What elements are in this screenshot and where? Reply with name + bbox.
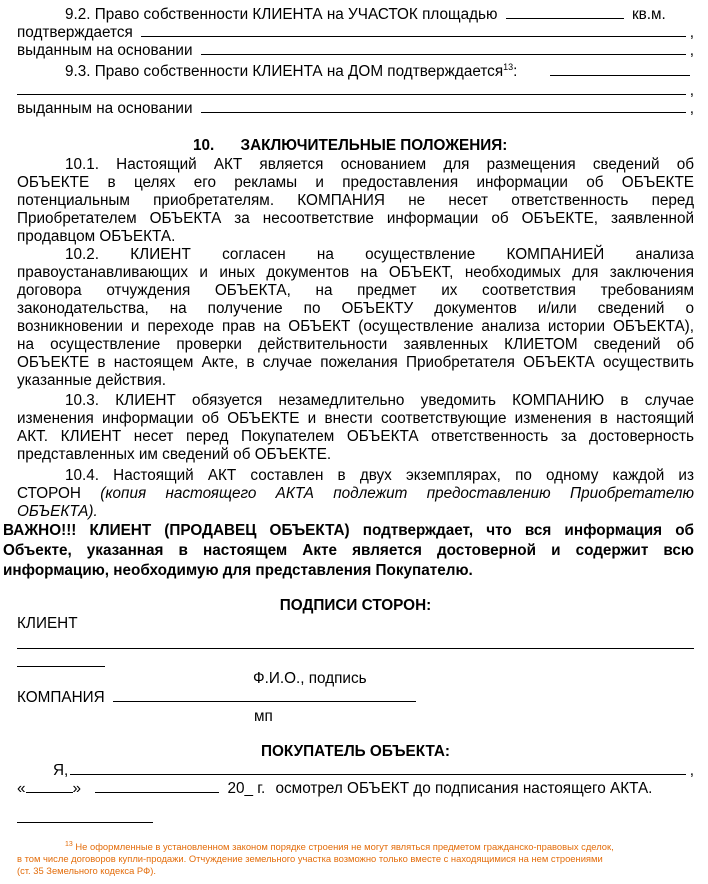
clause-9-3-text: 9.3. Право собственности КЛИЕНТА на ДОМ подтверждается — [65, 63, 504, 80]
clause-10-2-line: 10.2. КЛИЕНТ согласен на осуществление КОМПАНИЕЙ анализа — [65, 246, 694, 263]
footnote-number: 13 — [65, 840, 73, 848]
clause-10-4-italic: (копия настоящего АКТА подлежит предоставлению Приобретателю — [100, 485, 695, 502]
quote-close: » — [72, 780, 82, 797]
footnote-text: Не оформленные в установленном законом порядке строения не могут являться предметом гражданско-правовых сделок, — [75, 841, 614, 852]
clause-10-1-line: продавцом ОБЪЕКТА. — [17, 228, 176, 245]
stamp-caption: мп — [254, 708, 273, 725]
area-unit: кв.м. — [631, 6, 666, 23]
buyer-title: ПОКУПАТЕЛЬ ОБЪЕКТА: — [261, 743, 450, 760]
month-blank[interactable] — [95, 780, 219, 793]
clause-10-2-line: указанные действия. — [17, 372, 167, 389]
clause-9-2-line-1 — [17, 6, 694, 24]
inspection-line — [17, 780, 694, 798]
company-signature-line[interactable] — [113, 689, 416, 702]
clause-10-1-line: ОБЪЕКТЕ в целях его рекламы и предоставления информации об ОБЪЕКТЕ — [17, 174, 694, 191]
section-number: 10. — [193, 137, 215, 154]
client-label: КЛИЕНТ — [17, 615, 78, 632]
comma: , — [689, 24, 694, 41]
comma: , — [689, 42, 694, 59]
footnote-line: в том числе договоров купли-продажи. Отчуждение земельного участка возможно только вместе с находящимися на нем строениями — [17, 853, 603, 864]
day-blank[interactable] — [26, 780, 73, 793]
footnote-line: (ст. 35 Земельного кодекса РФ). — [17, 865, 156, 876]
company-label: КОМПАНИЯ — [17, 689, 105, 706]
confirmed-label: подтверждается — [17, 24, 133, 41]
section-10-heading — [193, 137, 694, 155]
clause-10-2-line: ОБЪЕКТЕ в настоящем Акте, в случае пожелания Приобретателя ОБЪЕКТА осуществить — [17, 354, 694, 371]
clause-10-3-line: изменения информации об ОБЪЕКТЕ и внести соответствующие изменения в настоящий — [17, 410, 694, 427]
inspected-text: осмотрел ОБЪЕКТ до подписания настоящего АКТА. — [275, 780, 653, 797]
clause-10-1-line: 10.1. Настоящий АКТ является основанием для размещения сведений об — [65, 156, 694, 173]
clause-10-4-plain: СТОРОН — [17, 485, 81, 502]
ya-label: Я, — [53, 762, 69, 779]
footnote-mark: 13 — [503, 61, 514, 72]
client-signature-line[interactable] — [17, 636, 694, 649]
clause-10-3-line: 10.3. КЛИЕНТ обязуется незамедлительно уведомить КОМПАНИЮ в случае — [65, 392, 694, 409]
clause-10-2-line: правоустанавливающих и иных документов на ОБЪЕКТ, необходимых для заключения — [17, 264, 694, 281]
comma: , — [689, 100, 694, 117]
clause-10-2-line: возникновении и переходе прав на ОБЪЕКТ (осуществление анализа истории ОБЪЕКТА), — [17, 318, 694, 335]
important-note-line: Объекте, указанная в настоящем Акте является достоверной и содержит всю — [3, 542, 694, 559]
clause-9-2-text: 9.2. Право собственности КЛИЕНТА на УЧАСТОК площадью — [65, 6, 498, 23]
clause-10-2-line: законодательства, на получение по ОБЪЕКТУ документов и/или сведений о — [17, 300, 694, 317]
clause-10-1-line: Приобретателем ОБЪЕКТА за несоответствие информации об ОБЪЕКТЕ, заявленной — [17, 210, 694, 227]
house-confirmed-blank[interactable] — [550, 63, 690, 76]
important-note-line: информацию, необходимую для представления Покупателю. — [3, 562, 473, 579]
important-note-line: ВАЖНО!!! КЛИЕНТ (ПРОДАВЕЦ ОБЪЕКТА) подтверждает, что вся информация об — [3, 522, 694, 539]
basis-label: выданным на основании — [17, 42, 193, 59]
comma: , — [689, 762, 694, 779]
year-text: 20_ г. — [227, 780, 266, 797]
fio-caption: Ф.И.О., подпись — [253, 670, 367, 687]
section-title: ЗАКЛЮЧИТЕЛЬНЫЕ ПОЛОЖЕНИЯ: — [240, 137, 508, 154]
clause-10-4-line — [17, 485, 694, 503]
clause-10-4-line: ОБЪЕКТА). — [17, 503, 98, 520]
signatures-title: ПОДПИСИ СТОРОН: — [279, 597, 432, 614]
clause-10-3-line: представленных им сведений об ОБЪЕКТЕ. — [17, 446, 332, 463]
clause-10-4-line: 10.4. Настоящий АКТ составлен в двух экземплярах, по одному каждой из — [65, 467, 694, 484]
colon: : — [513, 63, 518, 80]
quote-open: « — [17, 780, 26, 797]
clause-10-3-line: АКТ. КЛИЕНТ несет перед Покупателем ОБЪЕКТА ответственность за достоверность — [17, 428, 694, 445]
clause-10-1-line: потенциальным приобретателям. КОМПАНИЯ не несет ответственность перед — [17, 192, 694, 209]
clause-10-2-line: на осуществление проверки действительности заявленных КЛИЕТОМ сведений об — [17, 336, 694, 353]
area-blank[interactable] — [506, 6, 624, 19]
footnote-line — [17, 841, 694, 853]
footnote-separator — [17, 822, 153, 823]
client-signature-short-line[interactable] — [17, 654, 105, 667]
clause-10-2-line: договора отчуждения ОБЪЕКТА, на предмет их соответствия требованиям — [17, 282, 694, 299]
comma: , — [689, 82, 694, 99]
basis-label: выданным на основании — [17, 100, 193, 117]
